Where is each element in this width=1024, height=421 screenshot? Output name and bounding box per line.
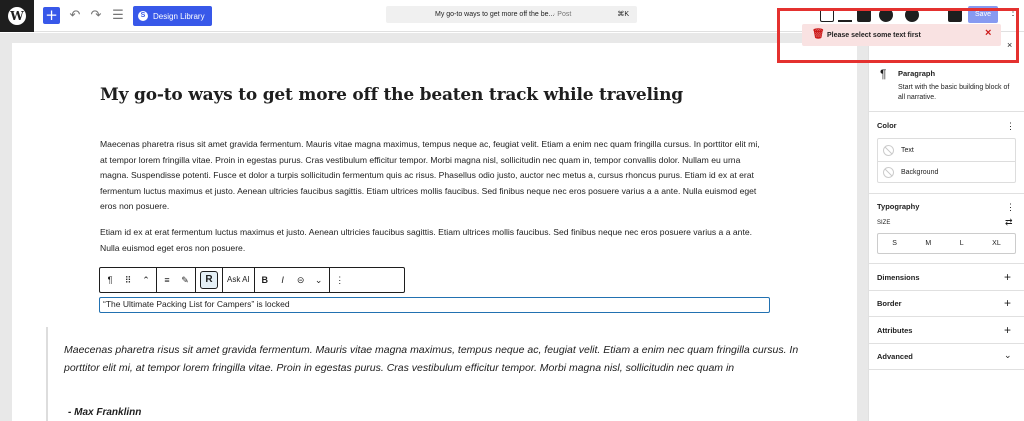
attributes-add-icon[interactable]: + (1004, 323, 1012, 337)
bold-icon[interactable]: B (261, 275, 268, 285)
section-divider (869, 316, 1024, 317)
ask-ai-button[interactable]: Ask AI (227, 275, 250, 284)
color-panel-label: Color (877, 121, 897, 130)
more-formats-chevron-icon[interactable]: ⌄ (314, 275, 323, 285)
section-divider (869, 111, 1024, 112)
quote-citation[interactable]: - Max Franklinn (68, 407, 142, 418)
block-options-icon[interactable]: ⋮ (335, 275, 345, 285)
section-divider (869, 290, 1024, 291)
format-group (255, 268, 330, 292)
block-description: Start with the basic building block of all narrative. (898, 84, 1010, 101)
redo-icon[interactable]: ↷ (90, 8, 102, 23)
design-library-button[interactable] (133, 6, 212, 26)
highlight-frame (777, 8, 1019, 63)
locked-reusable-block[interactable]: “The Ultimate Packing List for Campers” is locked (99, 297, 770, 313)
quote-border (46, 327, 48, 421)
paragraph-block-icon: ¶ (880, 67, 887, 81)
size-label: SIZE (877, 220, 891, 226)
dimensions-add-icon[interactable]: + (1004, 270, 1012, 284)
advanced-chevron-icon[interactable]: ⌄ (1004, 350, 1012, 360)
quote-block[interactable]: Maecenas pharetra risus sit amet gravida fermentum. Mauris vitae magna maximus, tempus neque ac, feugiat velit. Etiam a enim nec quam fringilla cursus. In porttitor elit mi, at tempor lorem fringilla vitae. Proin in egestas purus. Cras vestibulum efficitur tempor. Morbi magna nisl, sollicitudin nec quam in (64, 344, 799, 374)
size-option-xl[interactable]: XL (992, 240, 1001, 247)
typography-panel-label: Typography (877, 202, 920, 211)
color-item-label: Background (901, 169, 939, 176)
block-switcher-group (100, 268, 157, 292)
document-bar[interactable] (386, 6, 637, 23)
post-title[interactable]: My go-to ways to get more off the beaten track while traveling (100, 85, 683, 105)
document-title: My go-to ways to get more off the be... (435, 11, 555, 18)
color-item-background[interactable] (877, 161, 1016, 183)
undo-icon[interactable]: ↶ (69, 8, 81, 23)
size-option-s[interactable]: S (892, 240, 897, 247)
wordpress-logo-icon[interactable]: W (0, 0, 34, 32)
section-divider (869, 343, 1024, 344)
list-view-icon[interactable]: ☰ (112, 8, 124, 23)
block-toolbar (99, 267, 405, 293)
custom-size-icon[interactable]: ⇄ (1005, 217, 1013, 227)
link-icon[interactable]: ⊝ (296, 275, 305, 285)
advanced-panel-label[interactable]: Advanced (877, 352, 913, 361)
options-menu-icon[interactable]: ⋮ (1008, 7, 1018, 18)
command-shortcut: ⌘K (617, 11, 629, 18)
paragraph-icon[interactable]: ¶ (107, 275, 113, 285)
section-divider (869, 369, 1024, 370)
pin-icon[interactable]: ✎ (181, 275, 189, 285)
ai-group (223, 268, 255, 292)
color-item-label: Text (901, 146, 914, 154)
block-name: Paragraph (898, 69, 936, 78)
move-up-down-icon[interactable]: ⌃ (142, 275, 150, 285)
color-swatch-icon (883, 167, 894, 178)
color-item-text[interactable] (877, 139, 1016, 161)
r-logo-icon[interactable]: R (200, 271, 218, 289)
plugin-group (196, 268, 223, 292)
drag-handle-icon[interactable]: ⠿ (124, 275, 132, 285)
options-group (330, 268, 350, 292)
save-button[interactable]: Save (968, 6, 998, 23)
paragraph-block[interactable]: Maecenas pharetra risus sit amet gravida fermentum. Mauris vitae magna maximus, tempus neque ac, feugiat velit. Etiam a enim nec quam fringilla cursus. In porttitor elit mi, at tempor lorem fringilla vitae. Proin in egestas purus. Cras vestibulum efficitur tempor. Morbi magna nisl, sollicitudin nec quam in, tempor convallis dolor. Nullam eu urna magna. Suspendisse potenti. Fusce et dolor a turpis sollicitudin fermentum quis ac risus. Phasellus odio justo, auctor nec metus a, cursus rhoncus purus. Etiam id ex at erat fermentum luctus maximus et justo. Aenean ultricies faucibus sagittis. Etiam ultrices mollis faucibus. Sed finibus neque nec eros posuere varius a a ante. Nulla euismod eget eros non posuere. (100, 139, 760, 211)
trash-icon: 🗑 (812, 29, 825, 40)
close-notice-icon[interactable]: × (985, 27, 992, 39)
color-swatch-icon (883, 145, 894, 156)
size-option-m[interactable]: M (925, 240, 932, 247)
design-library-icon: S (138, 11, 148, 21)
border-add-icon[interactable]: + (1004, 296, 1012, 310)
align-icon[interactable]: ≡ (164, 275, 170, 285)
add-block-button[interactable]: + (43, 7, 60, 24)
close-sidebar-icon[interactable]: × (1007, 40, 1013, 50)
italic-icon[interactable]: I (281, 275, 284, 285)
section-divider (869, 263, 1024, 264)
notice-message: Please select some text first (827, 31, 921, 39)
color-options-icon[interactable]: ⋮ (1006, 121, 1015, 131)
align-group (157, 268, 196, 292)
post-type-label: · Post (553, 11, 572, 18)
design-library-label: Design Library (153, 11, 205, 21)
border-panel-label[interactable]: Border (877, 299, 902, 308)
dimensions-panel-label[interactable]: Dimensions (877, 273, 920, 282)
paragraph-block[interactable]: Etiam id ex at erat fermentum luctus maximus et justo. Aenean ultricies faucibus sagittis. Etiam ultrices mollis faucibus. Sed finibus neque nec eros posuere varius a a ante. Nulla euismod eget eros non posuere. (100, 227, 753, 253)
section-divider (869, 193, 1024, 194)
font-size-picker (877, 233, 1016, 254)
typography-options-icon[interactable]: ⋮ (1006, 202, 1015, 212)
size-option-l[interactable]: L (959, 240, 964, 247)
attributes-panel-label[interactable]: Attributes (877, 326, 913, 335)
